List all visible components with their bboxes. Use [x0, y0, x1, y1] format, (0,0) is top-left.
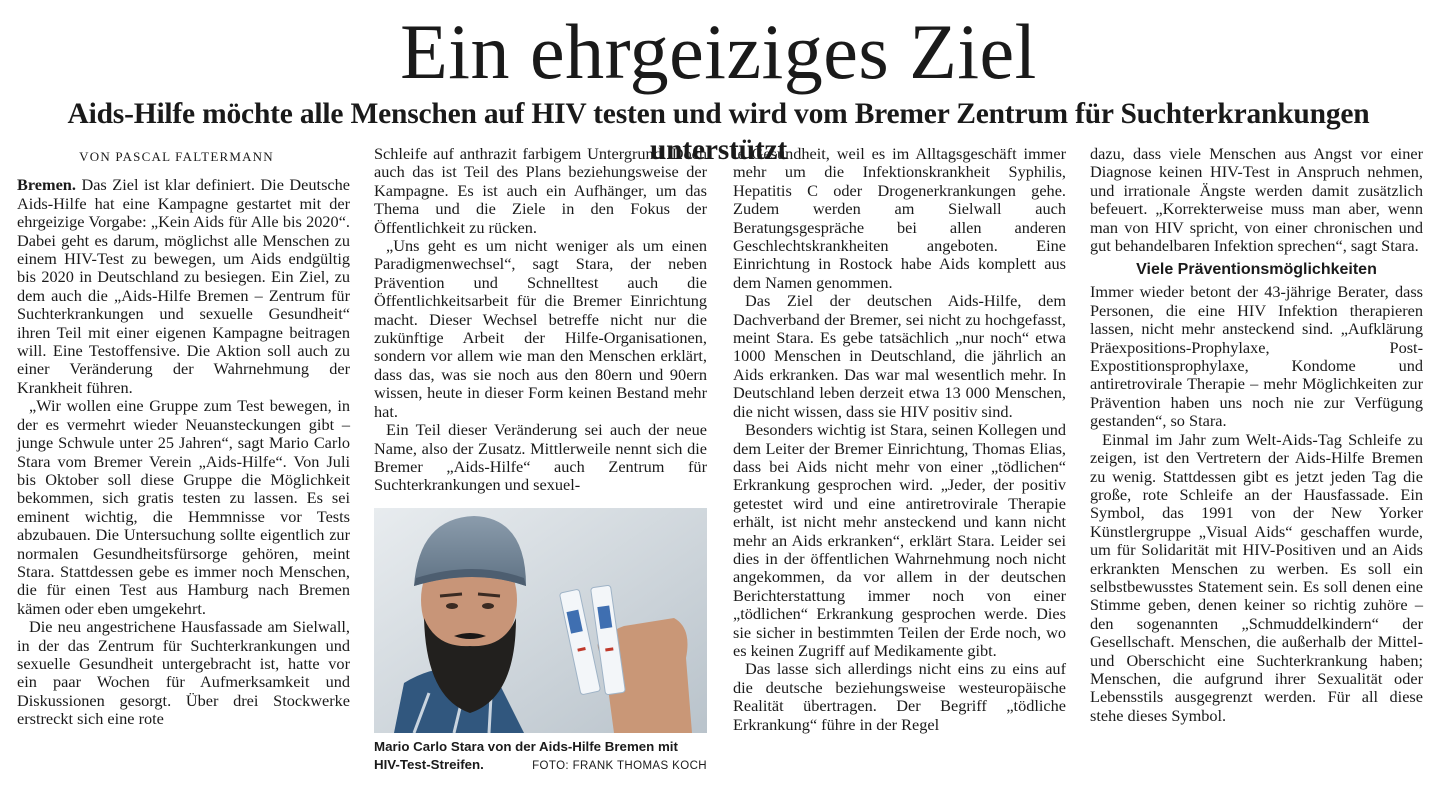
section-heading: Viele Präventionsmöglichkeiten [1136, 261, 1377, 279]
paragraph: Ein Teil dieser Veränderung sei auch der neue Name, also der Zusatz. Mittlerweile nennt sich die Bremer „Aids-Hilfe“ auch Zentrum für Suchterkrankungen und sexuel- [374, 420, 707, 495]
photo-caption [374, 738, 707, 775]
paragraph: Das Ziel der deutschen Aids-Hilfe, dem Dachverband der Bremer, sei nicht zu hochgefasst, meint Stara. Es gebe tatsächlich „nur noch“ etwa 1000 Menschen in Deutschland, die jährlich an Aids erkranken. Das war mal wesentlich mehr. In Deutschland leben derzeit etwa 13 000 Menschen, die nicht wissen, dass sie HIV positiv sind. [733, 291, 1066, 421]
paragraph: „Uns geht es um nicht weniger als um einen Paradigmenwechsel“, sagt Stara, der neben Prävention und Schnelltest auch die Öffentlichkeitsarbeit für die Bremer Einrichtung macht. Dieser Wechsel betreffe nicht nur die zukünftige Arbeit der Hilfe-Organisationen, sondern vor allem wie man den Menschen erklärt, dass das, was sie noch aus den 80ern und 90ern wissen, heute in dieser Form keinen Bestand mehr hat. [374, 236, 707, 421]
paragraph-text: Das Ziel ist klar definiert. Die Deutsche Aids-Hilfe hat eine Kampagne gestartet mit der ehrgeizige Vorgabe: „Kein Aids für Alle bis 2020“. Dabei geht es darum, möglichst alle Menschen zu einem HIV-Test zu bewegen, um Aids endgültig bis 2020 in Deutschland zu besiegen. Ein Ziel, zu dem auch die „Aids-Hilfe Bremen – Zentrum für Suchterkrankungen und sexuelle Gesundheit“ ihren Teil mit einer eigenen Kampagne beitragen will. Eine Testoffensive. Die Aktion soll auch zu einer Veränderung der Wahrnehmung der Krankheit führen. [17, 175, 350, 397]
column-3 [733, 145, 1066, 734]
dateline: Bremen. [17, 175, 76, 195]
paragraph: Schleife auf anthrazit farbigem Untergrund. Doch auch das ist Teil des Plans beziehungsweise der Kampagne. Es ist auch ein Aufhänger, um das Thema und die Ziele in den Fokus der Öffentlichkeit zu rücken. [374, 144, 707, 237]
caption-text: Mario Carlo Stara von der Aids-Hilfe Bremen mit HIV-Test-Streifen. [374, 739, 678, 772]
paragraph: Immer wieder betont der 43-jährige Berater, dass Personen, die eine HIV Infektion therapieren lassen, nicht mehr ansteckend sind. „Aufklärung Präexpositions-Prophylaxe, Post-Expostitionsprophylaxe, Kondome und antiretrovirale Therapie – mehr Möglichkeiten zur Prävention haben uns noch nie zur Verfügung gestanden“, so Stara. [1090, 282, 1423, 431]
byline: VON PASCAL FALTERMANN [79, 149, 274, 164]
paragraph: Besonders wichtig ist Stara, seinen Kollegen und dem Leiter der Bremer Einrichtung, Thomas Elias, dass bei Aids nicht mehr von einer „tödlichen“ Erkrankung gesprochen wird. „Jeder, der positiv getestet wird und eine antiretrovirale Therapie erhält, ist nicht mehr ansteckend und kann nicht mehr an Aids erkranken“, erklärt Stara. Leider sei dies in der öffentlichen Wahrnehmung noch nicht angekommen, da vor allem in der deutschen Berichterstattung immer noch von einer „tödlichen“ Erkrankung gesprochen werde. Dies sie sicher in bestimmten Teilen der Erde noch, wo es keinen Zugriff auf Medikamente gibt. [733, 420, 1066, 660]
paragraph: „Wir wollen eine Gruppe zum Test bewegen, in der es vermehrt wieder Neuansteckungen gibt – junge Schwule unter 25 Jahren“, sagt Mario Carlo Stara vom Bremer Verein „Aids-Hilfe“. Von Juli bis Oktober soll diese Gruppe die Möglichkeit bekommen, sich gratis testen zu lassen. Es sei eminent wichtig, die Hemmnisse vor Tests abzubauen. Die Untersuchung sollte eigentlich zur normalen Gesundheitsfürsorge gehören, meint Stara. Stattdessen gebe es immer noch Menschen, die für einen Test aus Hamburg nach Bremen kämen oder eben umgekehrt. [17, 396, 350, 618]
photo-illustration [374, 508, 707, 733]
subheadline: Aids-Hilfe möchte alle Menschen auf HIV testen und wird vom Bremer Zentrum für Suchterkrankungen unterstützt [67, 98, 1370, 166]
photo-credit: FOTO: FRANK THOMAS KOCH [532, 760, 707, 772]
headline: Ein ehrgeiziges Ziel [400, 8, 1037, 95]
article-photo [374, 508, 707, 733]
paragraph: Das lasse sich allerdings nicht eins zu eins auf die deutsche beziehungsweise westeuropäische Realität übertragen. Der Begriff „tödliche Erkrankung“ führe in der Regel [733, 659, 1066, 734]
column-2 [374, 145, 707, 495]
paragraph: dazu, dass viele Menschen aus Angst vor einer Diagnose keinen HIV-Test in Anspruch nehmen, und irrationale Ängste werden damit zusätzlich befeuert. „Korrekterweise muss man aber, wenn man von HIV spricht, von einer chronischen und gut behandelbaren Infektion sprechen“, sagt Stara. [1090, 144, 1423, 256]
paragraph: Die neu angestrichene Hausfassade am Sielwall, in der das Zentrum für Suchterkrankungen und sexuelle Gesundheit untergebracht ist, hatte vor ein paar Wochen für Aufmerksamkeit und Diskussionen gesorgt. Über drei Stockwerke erstreckt sich eine rote [17, 617, 350, 729]
column-1 [17, 145, 350, 729]
paragraph: le Gesundheit, weil es im Alltagsgeschäft immer mehr um die Infektionskrankheit Syphilis, Hepatitis C oder Drogenerkrankungen gehe. Zudem werden am Sielwall auch Beratungsgespräche bei allen anderen Geschlechtskrankheiten angeboten. Eine Einrichtung in Rostock habe Aids komplett aus dem Namen genommen. [733, 144, 1066, 292]
paragraph [17, 176, 350, 397]
column-4 [1090, 145, 1423, 725]
paragraph: Einmal im Jahr zum Welt-Aids-Tag Schleife zu zeigen, ist den Vertretern der Aids-Hilfe Bremen zu wenig. Stattdessen gibt es jetzt jeden Tag die große, rote Schleife an der Hausfassade. Ein Symbol, das 1991 von der New Yorker Künstlergruppe „Visual Aids“ geschaffen wurde, um für Solidarität mit HIV-Positiven und an Aids erkrankten Menschen zu werben. Es soll ein selbstbewusstes Statement sein. Es soll denen eine Stimme geben, denen keiner so richtig zuhöre – den sogenannten „Schmuddelkindern“ der Gesellschaft. Menschen, die außerhalb der Mittel- und Oberschicht eine Suchterkrankung haben; Menschen, die aufgrund ihrer Sexualität oder Lebensstils ausgegrenzt werden. Für all diese stehe dieses Symbol. [1090, 429, 1423, 725]
